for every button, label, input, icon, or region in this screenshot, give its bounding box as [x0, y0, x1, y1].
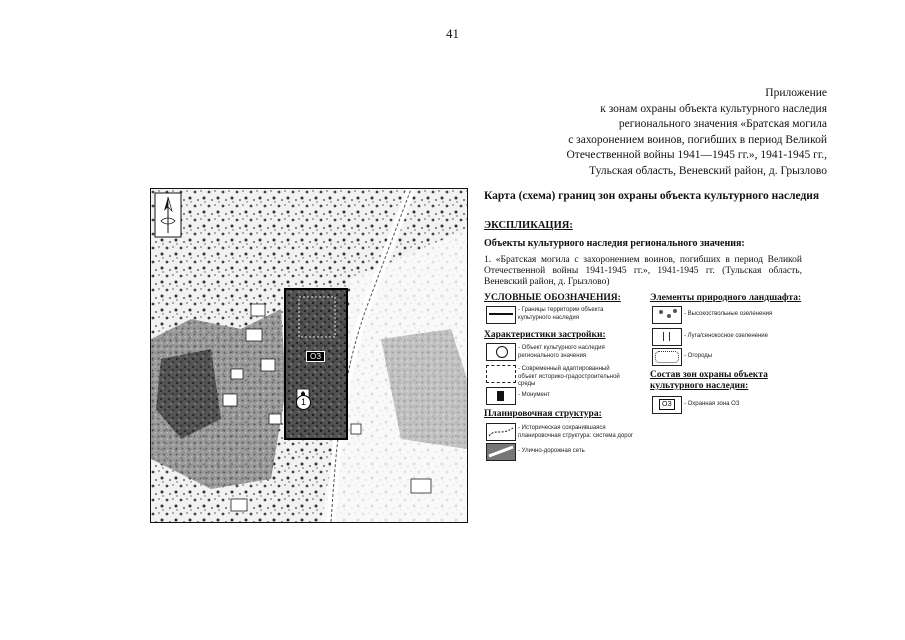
historic-roads-icon — [486, 423, 516, 441]
landscape-title: Элементы природного ландшафта: — [650, 293, 802, 303]
zone-oz-label: ОЗ — [306, 351, 325, 362]
landscape-item: - Луга/сенокосное озеленение — [684, 333, 768, 339]
planning-item: - Историческая сохранившаяся планировочная структура: система дорог — [518, 425, 634, 439]
landscape-item: - Огороды — [684, 353, 713, 359]
zones-title-line: культурного наследия: — [650, 381, 749, 391]
boundary-line-icon — [486, 306, 516, 324]
symbols-title: УСЛОВНЫЕ ОБОЗНАЧЕНИЯ: — [484, 293, 621, 303]
zones-title-line: Состав зон охраны объекта — [650, 370, 768, 380]
monument-icon — [486, 387, 516, 405]
object-number-marker: 1 — [296, 395, 311, 410]
protection-zone-icon-label: ОЗ — [659, 399, 675, 410]
appendix-line: регионального значения «Братская могила — [618, 118, 827, 130]
building-item: - Объект культурного наследия регионального значения — [518, 345, 605, 359]
map-title: Карта (схема) границ зон охраны объекта культурного наследия — [484, 190, 820, 202]
appendix-line: Отечественной войны 1941—1945 гг.», 1941-1945 гг., — [566, 149, 827, 161]
modern-object-icon — [486, 365, 516, 383]
page-number: 41 — [446, 26, 459, 41]
zone-item: - Охранная зона ОЗ — [684, 401, 740, 407]
object-item: 1. «Братская могила с захоронением воинов, погибших в период Великой Отечественной войны 1941-1945 гг.», 1941-1945 гг. (Тульская область, Веневский район, д. Грызлово) — [484, 255, 802, 287]
objects-title: Объекты культурного наследия регионального значения: — [484, 238, 745, 249]
building-item: - Монумент — [518, 392, 550, 398]
tall-trees-icon — [652, 306, 682, 324]
building-item: - Современный адаптированный объект историко-градостроительной среды — [518, 366, 620, 387]
planning-item: - Улично-дорожная сеть — [518, 448, 585, 454]
appendix-line: к зонам охраны объекта культурного наследия — [600, 102, 827, 115]
appendix-header — [467, 86, 827, 179]
gardens-icon — [652, 348, 682, 366]
building-title: Характеристики застройки: — [484, 330, 606, 340]
landscape-item: - Высокоствольные озеленения — [684, 311, 773, 317]
protection-zone-icon — [652, 396, 682, 414]
heritage-object-icon — [486, 343, 516, 361]
street-network-icon — [486, 443, 516, 461]
boundary-label: - Границы территории объекта культурного наследия — [518, 307, 604, 321]
appendix-line: Приложение — [765, 87, 827, 99]
explication-title: ЭКСПЛИКАЦИЯ: — [484, 220, 573, 231]
appendix-line: с захоронением воинов, погибших в период Великой — [568, 133, 827, 146]
appendix-line: Тульская область, Веневский район, д. Грызлово — [589, 164, 827, 177]
meadow-icon — [652, 328, 682, 346]
planning-title: Планировочная структура: — [484, 409, 602, 419]
map-image — [150, 188, 468, 523]
